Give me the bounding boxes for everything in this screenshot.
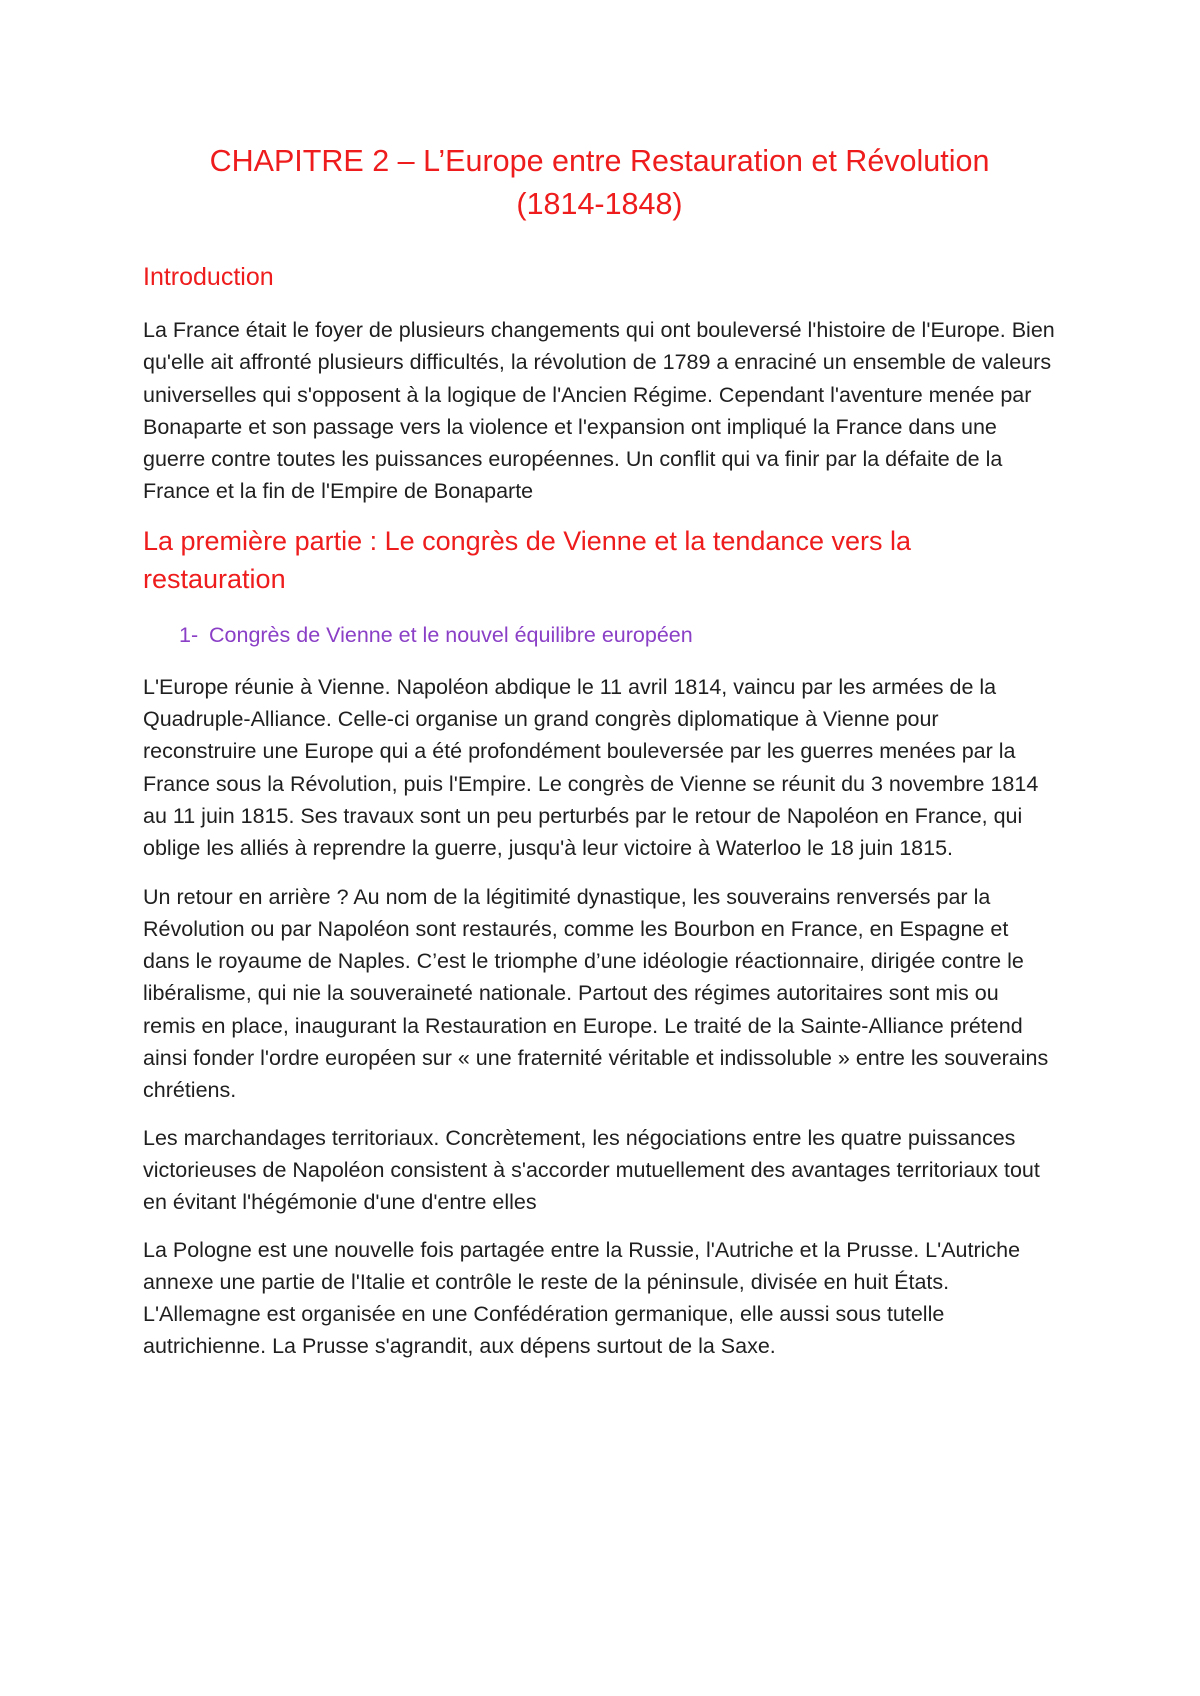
chapter-title-line-1: CHAPITRE 2 – L’Europe entre Restauration et Révolution	[209, 144, 990, 178]
part-one-heading: La première partie : Le congrès de Vienne et la tendance vers la restauration	[143, 525, 911, 594]
paragraph-marchandages: Les marchandages territoriaux. Concrètement, les négociations entre les quatre puissances victorieuses de Napoléon consistent à s'accorder mutuellement des avantages territoriaux tout en évitant l'hégémonie d'une d'entre elles	[143, 1125, 1040, 1215]
paragraph-vienne: L'Europe réunie à Vienne. Napoléon abdique le 11 avril 1814, vaincu par les armées de la Quadruple-Alliance. Celle-ci organise un grand congrès diplomatique à Vienne pour reconstruire une Europe qui a été profondément bouleversée par les guerres menées par la France sous la Révolution, puis l'Empire. Le congrès de Vienne se réunit du 3 novembre 1814 au 11 juin 1815. Ses travaux sont un peu perturbés par le retour de Napoléon en France, qui oblige les alliés à reprendre la guerre, jusqu'à leur victoire à Waterloo le 18 juin 1815.	[143, 674, 1039, 861]
chapter-title	[143, 0, 1056, 226]
paragraph-retour-en-arriere: Un retour en arrière ? Au nom de la légitimité dynastique, les souverains renversés par la Révolution ou par Napoléon sont restaurés, comme les Bourbon en France, en Espagne et dans le royaume de Naples. C’est le triomphe d’une idéologie réactionnaire, dirigée contre le libéralisme, qui nie la souveraineté nationale. Partout des régimes autoritaires sont mis ou remis en place, inaugurant la Restauration en Europe. Le traité de la Sainte-Alliance prétend ainsi fonder l'ordre européen sur « une fraternité véritable et indissoluble » entre les souverains chrétiens.	[143, 884, 1049, 1103]
section-1-number: 1-	[179, 622, 199, 647]
section-1-title: Congrès de Vienne et le nouvel équilibre européen	[209, 622, 693, 647]
chapter-title-line-2: (1814-1848)	[516, 187, 683, 221]
paragraph-pologne: La Pologne est une nouvelle fois partagée entre la Russie, l'Autriche et la Prusse. L'Autriche annexe une partie de l'Italie et contrôle le reste de la péninsule, divisée en huit États. L'Allemagne est organisée en une Confédération germanique, elle aussi sous tutelle autrichienne. La Prusse s'agrandit, aux dépens surtout de la Saxe.	[143, 1237, 1021, 1359]
section-1-heading	[143, 619, 1056, 651]
introduction-heading: Introduction	[143, 263, 274, 291]
introduction-paragraph: La France était le foyer de plusieurs changements qui ont bouleversé l'histoire de l'Europe. Bien qu'elle ait affronté plusieurs difficultés, la révolution de 1789 a enraciné un ensemble de valeurs universelles qui s'opposent à la logique de l'Ancien Régime. Cependant l'aventure menée par Bonaparte et son passage vers la violence et l'expansion ont impliqué la France dans une guerre contre toutes les puissances européennes. Un conflit qui va finir par la défaite de la France et la fin de l'Empire de Bonaparte	[143, 318, 1055, 504]
